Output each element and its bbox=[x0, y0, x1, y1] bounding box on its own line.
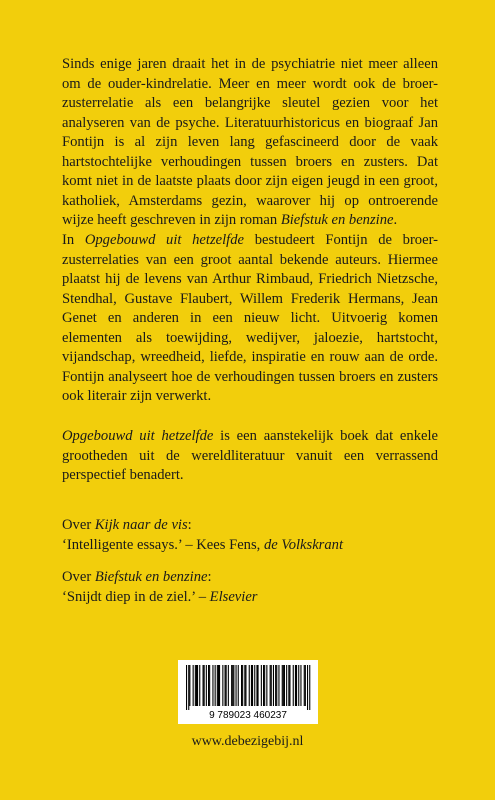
quote-2-text: ‘Snijdt diep in de ziel.’ – bbox=[62, 588, 210, 605]
barcode-bar bbox=[208, 665, 209, 706]
barcode-bar bbox=[217, 665, 218, 706]
barcode-bar bbox=[245, 665, 246, 706]
barcode-bar bbox=[225, 665, 226, 706]
barcode-bar bbox=[228, 665, 229, 706]
barcode-bar bbox=[278, 665, 279, 706]
barcode-bar bbox=[203, 665, 204, 706]
barcode-bar bbox=[286, 665, 287, 706]
barcode-bar bbox=[232, 665, 233, 706]
paragraph-3-text: is een aanstekelijk boek dat enkele grootheden uit de wereldliteratuur vanuit een verrassend perspectief benadert. bbox=[62, 428, 439, 483]
book-title: Opgebouwd uit hetzelfde bbox=[62, 428, 214, 444]
paragraph-2-text: bestudeert Fontijn de broer-zusterrelaties van een groot aantal bekende auteurs. Hiermee plaatst hij de levens van Arthur Rimbaud, Friedrich Nietzsche, Stendhal, Gustave Flaubert, Willem Frederik Hermans, Jean Genet en anderen in een nieuw licht. Uitvoerig komen elementen als toewijding, wedijver, jaloezie, hartstocht, vijandschap, wreedheid, liefde, inspiratie en rouw aan de orde. Fontijn analyseert hoe de verhoudingen tussen broers en zusters ook literair zijn verwerkt. bbox=[62, 232, 439, 404]
barcode-bar bbox=[186, 665, 187, 710]
barcode-bar bbox=[195, 665, 196, 706]
barcode-bar bbox=[238, 665, 239, 706]
barcode-bar bbox=[282, 665, 283, 706]
novel-title: Biefstuk en benzine bbox=[280, 212, 394, 228]
description-paragraph-3 bbox=[62, 427, 438, 486]
barcode-digits: 9 789023 460237 bbox=[209, 710, 287, 721]
barcode-bar bbox=[206, 665, 207, 706]
barcode-bar bbox=[226, 665, 227, 706]
barcode-bar bbox=[309, 665, 310, 710]
barcode-bar bbox=[288, 665, 289, 706]
barcode-bar bbox=[271, 665, 272, 706]
barcode-bar bbox=[295, 665, 296, 706]
barcode-bar bbox=[300, 665, 301, 706]
barcode-bar bbox=[244, 665, 245, 706]
barcode-bar bbox=[298, 665, 299, 706]
barcode-bar bbox=[212, 665, 213, 706]
quote-1-suffix: : bbox=[187, 517, 192, 533]
barcode-bar bbox=[266, 665, 267, 706]
barcode-bar bbox=[264, 665, 265, 706]
barcode-bar bbox=[263, 665, 264, 706]
barcode-bar bbox=[231, 665, 232, 706]
barcode-bar bbox=[249, 665, 250, 706]
barcode-bar bbox=[188, 665, 189, 710]
barcode-bar bbox=[284, 665, 285, 706]
barcode-bar bbox=[233, 665, 234, 706]
book-title: Opgebouwd uit hetzelfde bbox=[84, 232, 245, 248]
paragraph-2-start: In bbox=[62, 232, 85, 248]
barcode-bar bbox=[218, 665, 219, 706]
barcode-bar bbox=[197, 665, 198, 706]
barcode-bar bbox=[307, 665, 308, 710]
quote-1-source: de Volkskrant bbox=[263, 536, 344, 553]
isbn-barcode bbox=[178, 660, 318, 724]
quote-2-source: Elsevier bbox=[209, 588, 258, 605]
barcode-bar bbox=[293, 665, 294, 706]
barcode-bar bbox=[219, 665, 220, 706]
barcode-bar bbox=[305, 665, 306, 706]
barcode-bar bbox=[276, 665, 277, 706]
barcode-bar bbox=[252, 665, 253, 706]
review-quote-1 bbox=[62, 516, 438, 555]
review-quote-2 bbox=[62, 568, 438, 607]
barcode-bar bbox=[193, 665, 194, 706]
barcode-bar bbox=[270, 665, 271, 706]
description-paragraph-1 bbox=[62, 55, 438, 231]
barcode-bar bbox=[258, 665, 259, 706]
barcode-bar bbox=[215, 665, 216, 706]
barcode-bar bbox=[304, 665, 305, 706]
barcode-bar bbox=[222, 665, 223, 706]
barcode-bar bbox=[254, 665, 255, 706]
quote-1-book: Kijk naar de vis bbox=[94, 517, 188, 533]
barcode-bar bbox=[189, 665, 190, 706]
quote-2-book: Biefstuk en benzine bbox=[94, 569, 208, 585]
barcode-bar bbox=[261, 665, 262, 706]
quote-1-text: ‘Intelligente essays.’ – Kees Fens, bbox=[62, 536, 264, 553]
quote-2-suffix: : bbox=[207, 569, 212, 585]
barcode-bar bbox=[236, 665, 237, 706]
quote-1-prefix: Over bbox=[62, 517, 95, 533]
paragraph-1-end: . bbox=[393, 212, 398, 228]
barcode-bar bbox=[241, 665, 242, 706]
publisher-website: www.debezigebij.nl bbox=[191, 734, 304, 749]
barcode-bar bbox=[199, 665, 200, 706]
barcode-bar bbox=[283, 665, 284, 706]
barcode-bar bbox=[296, 665, 297, 706]
barcode-bar bbox=[275, 665, 276, 706]
barcode-bar bbox=[251, 665, 252, 706]
description-paragraph-2 bbox=[62, 231, 438, 407]
barcode-graphic bbox=[178, 660, 318, 724]
barcode-bar bbox=[204, 665, 205, 706]
quote-2-prefix: Over bbox=[62, 569, 95, 585]
barcode-bar bbox=[196, 665, 197, 706]
barcode-bar bbox=[289, 665, 290, 706]
barcode-bar bbox=[242, 665, 243, 706]
barcode-bar bbox=[273, 665, 274, 706]
barcode-bar bbox=[256, 665, 257, 706]
paragraph-1-text: Sinds enige jaren draait het in de psychiatrie niet meer alleen om de ouder-kindrelatie. Meer en meer wordt ook de broer-zusterrelatie als een belangrijke sleutel gezien voor het analyseren van de psyche. Literatuurhistoricus en biograaf Jan Fontijn is al zijn leven lang gefascineerd door de vaak hartstochtelijke verhoudingen tussen broers en zusters. Dat komt niet in de laatste plaats door zijn eigen jeugd in een groot, katholiek, Amsterdams gezin, waarover hij op ontroerende wijze heeft geschreven in zijn roman bbox=[62, 56, 438, 228]
barcode-bar bbox=[209, 665, 210, 706]
